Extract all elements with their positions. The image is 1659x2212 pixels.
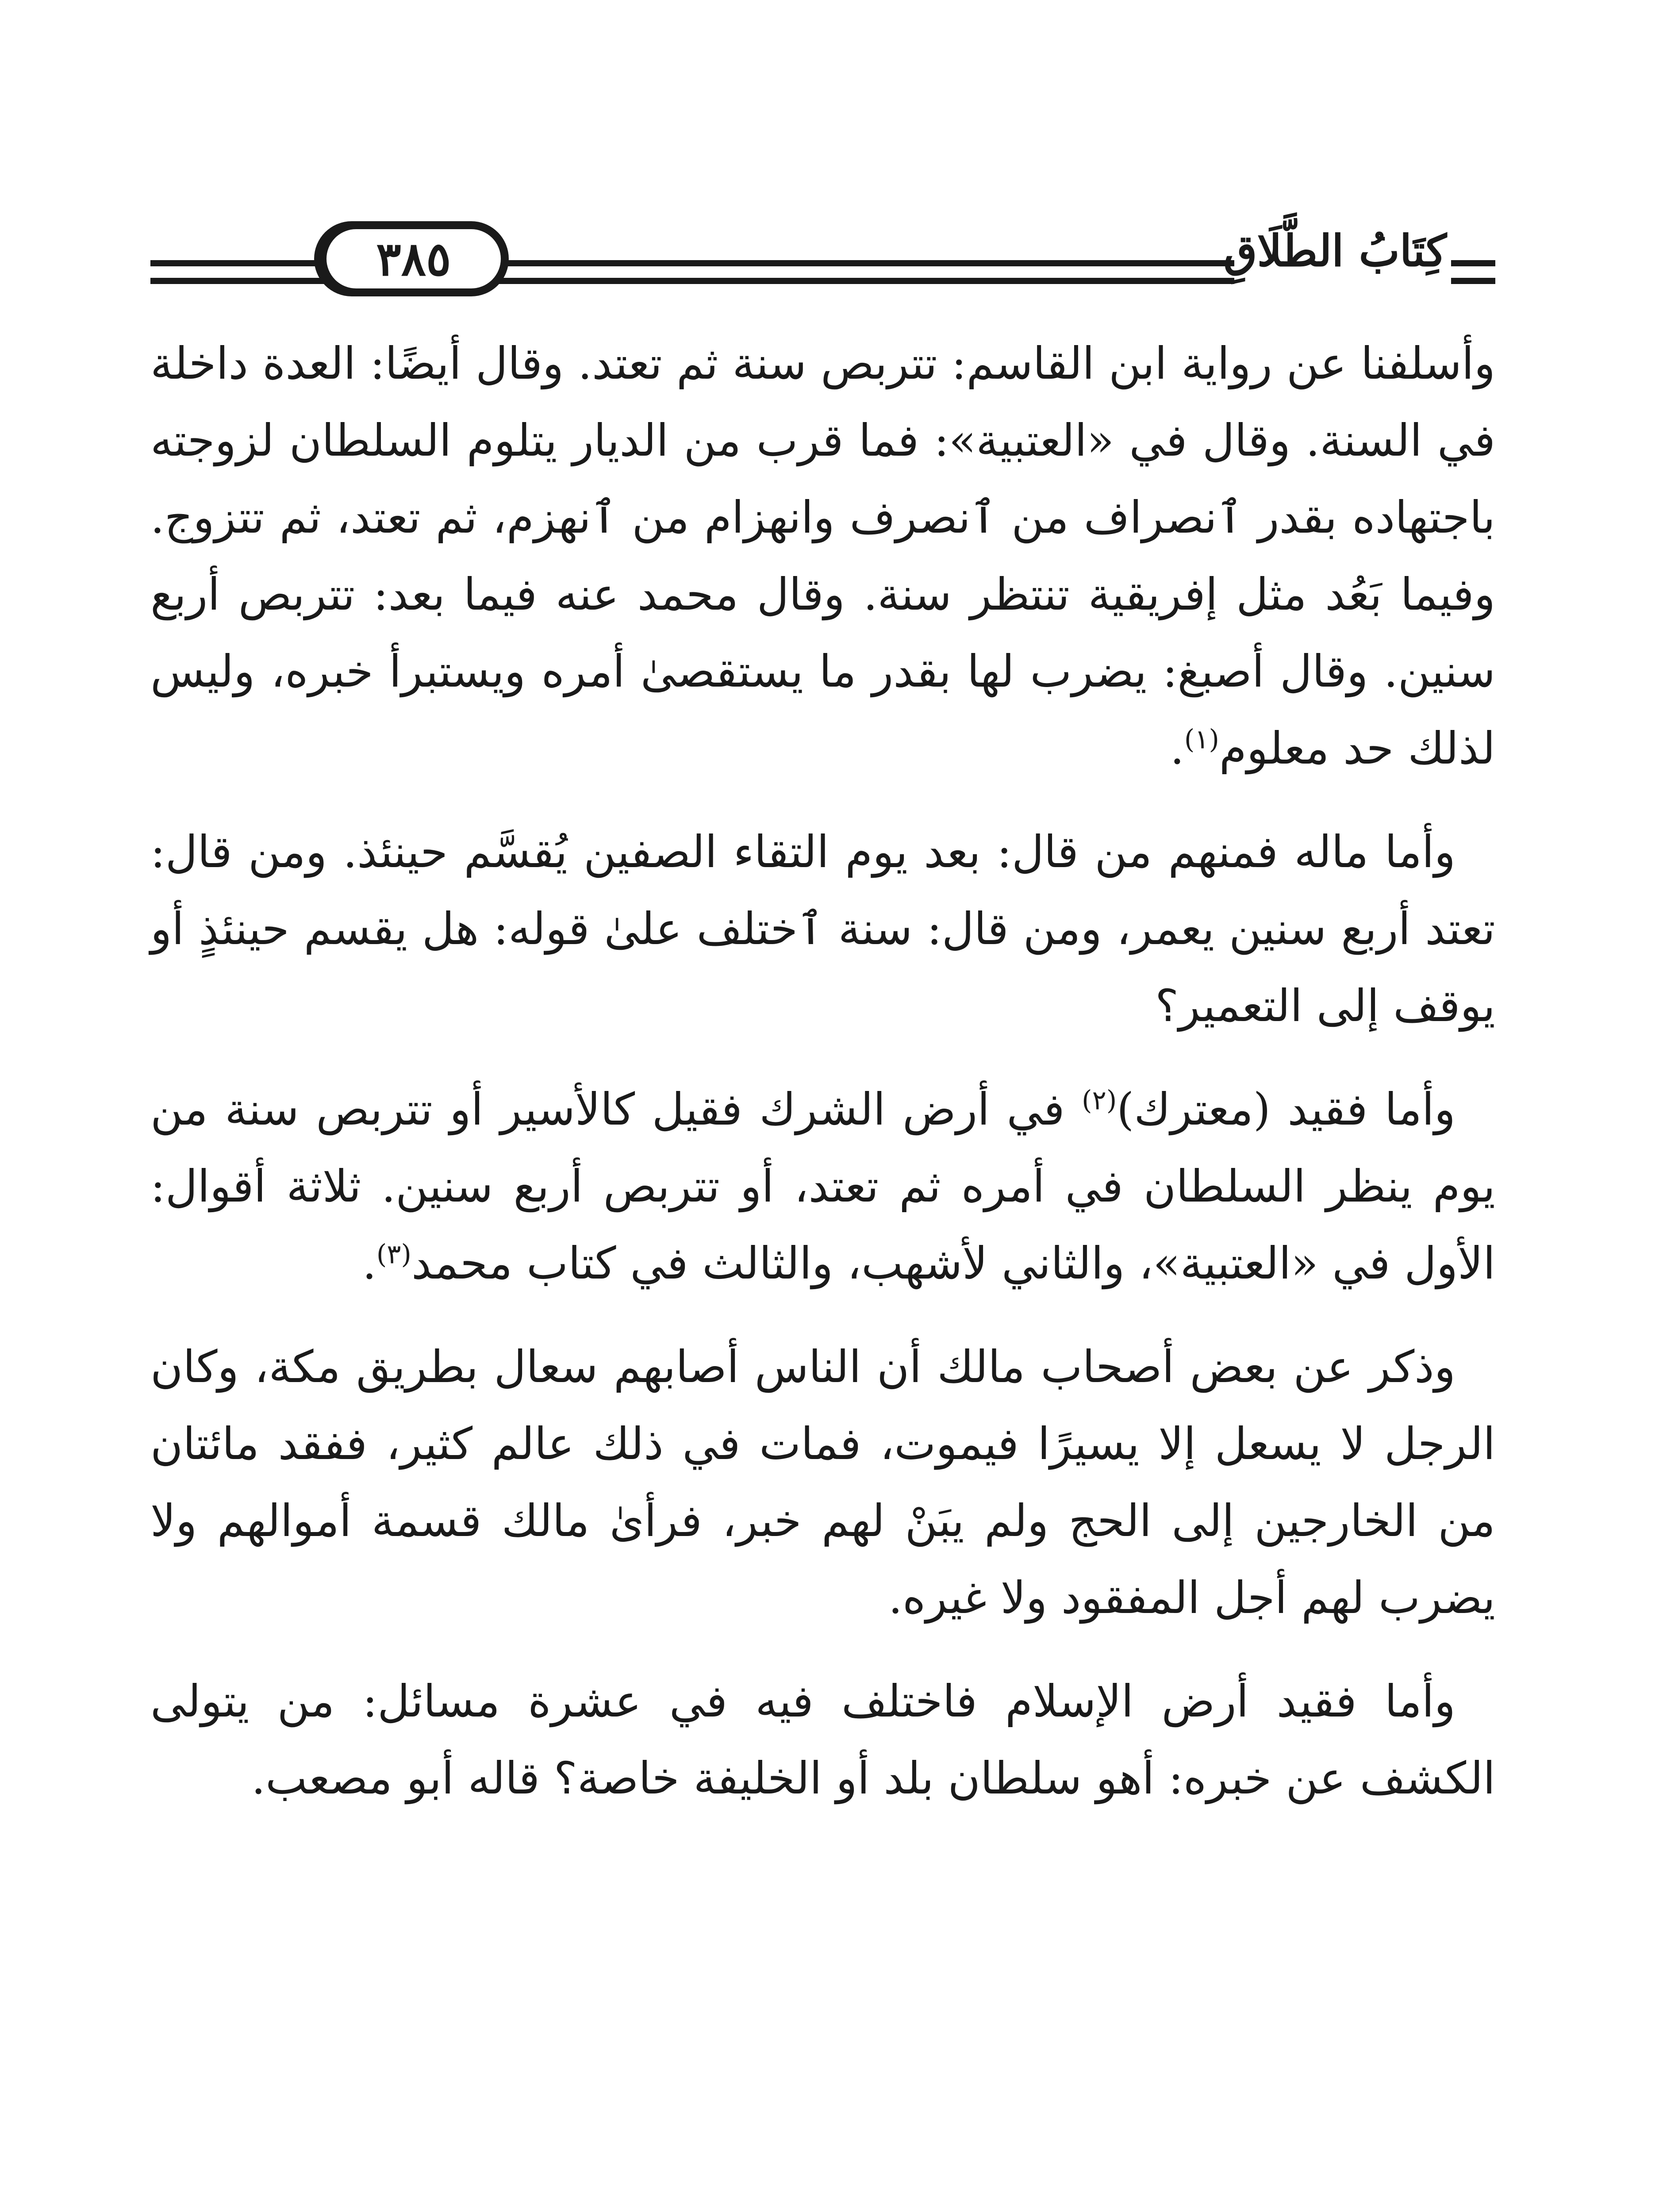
header-rule <box>1451 278 1495 284</box>
footnote-ref: (٢) <box>1082 1085 1117 1116</box>
paragraph: وأما فقيد (معترك)$^{(٢)}$ في أرض الشرك فقيل كالأسير أو تتربص سنة من يوم ينظر السلطان في أمره ثم تعتد، أو تتربص أربع سنين. ثلاثة أقوال: الأول في «العتبية»، والثاني لأشهب، والثالث في كتاب محمد$^{(٣)}$. <box>150 1083 1495 1289</box>
footnote-ref: (٣) <box>376 1239 411 1270</box>
page-number-badge <box>319 221 509 296</box>
header-rule <box>150 278 327 284</box>
paragraph: وأسلفنا عن رواية ابن القاسم: تتربص سنة ثم تعتد. وقال أيضًا: العدة داخلة في السنة. وقال في «العتبية»: فما قرب من الديار يتلوم السلطان لزوجته باجتهاده بقدر ٱنصراف من ٱنصرف وانهزام من ٱنهزم، ثم تعتد، ثم تتزوج. وفيما بَعُد مثل إفريقية تنتظر سنة. وقال محمد عنه فيما بعد: تتربص أربع سنين. وقال أصبغ: يضرب لها بقدر ما يستقصىٰ أمره ويستبرأ خبره، وليس لذلك حد معلوم$^{(١)}$. <box>150 338 1495 774</box>
paragraph: وأما فقيد أرض الإسلام فاختلف فيه في عشرة مسائل: من يتولى الكشف عن خبره: أهو سلطان بلد أو الخليفة خاصة؟ قاله أبو مصعب. <box>150 1675 1495 1804</box>
body-text <box>150 325 1495 1843</box>
header-rule <box>150 260 327 266</box>
header-rule <box>380 278 1234 284</box>
page-number: ٣٨٥ <box>376 231 451 286</box>
paragraph: وذكر عن بعض أصحاب مالك أن الناس أصابهم سعال بطريق مكة، وكان الرجل لا يسعل إلا يسيرًا فيموت، فمات في ذلك عالم كثير، ففقد مائتان من الخارجين إلى الحج ولم يبَنْ لهم خبر، فرأىٰ مالك قسمة أموالهم ولا يضرب لهم أجل المفقود ولا غيره. <box>150 1341 1495 1624</box>
page-header <box>150 208 1495 292</box>
running-title: كِتَابُ الطَّلَاقِ <box>1223 226 1447 276</box>
footnote-ref: (١) <box>1184 724 1219 755</box>
paragraph: وأما ماله فمنهم من قال: بعد يوم التقاء الصفين يُقسَّم حينئذ. ومن قال: تعتد أربع سنين يعمر، ومن قال: سنة ٱختلف علىٰ قوله: هل يقسم حينئذٍ أو يوقف إلى التعمير؟ <box>150 826 1495 1032</box>
header-rule <box>1451 260 1495 266</box>
